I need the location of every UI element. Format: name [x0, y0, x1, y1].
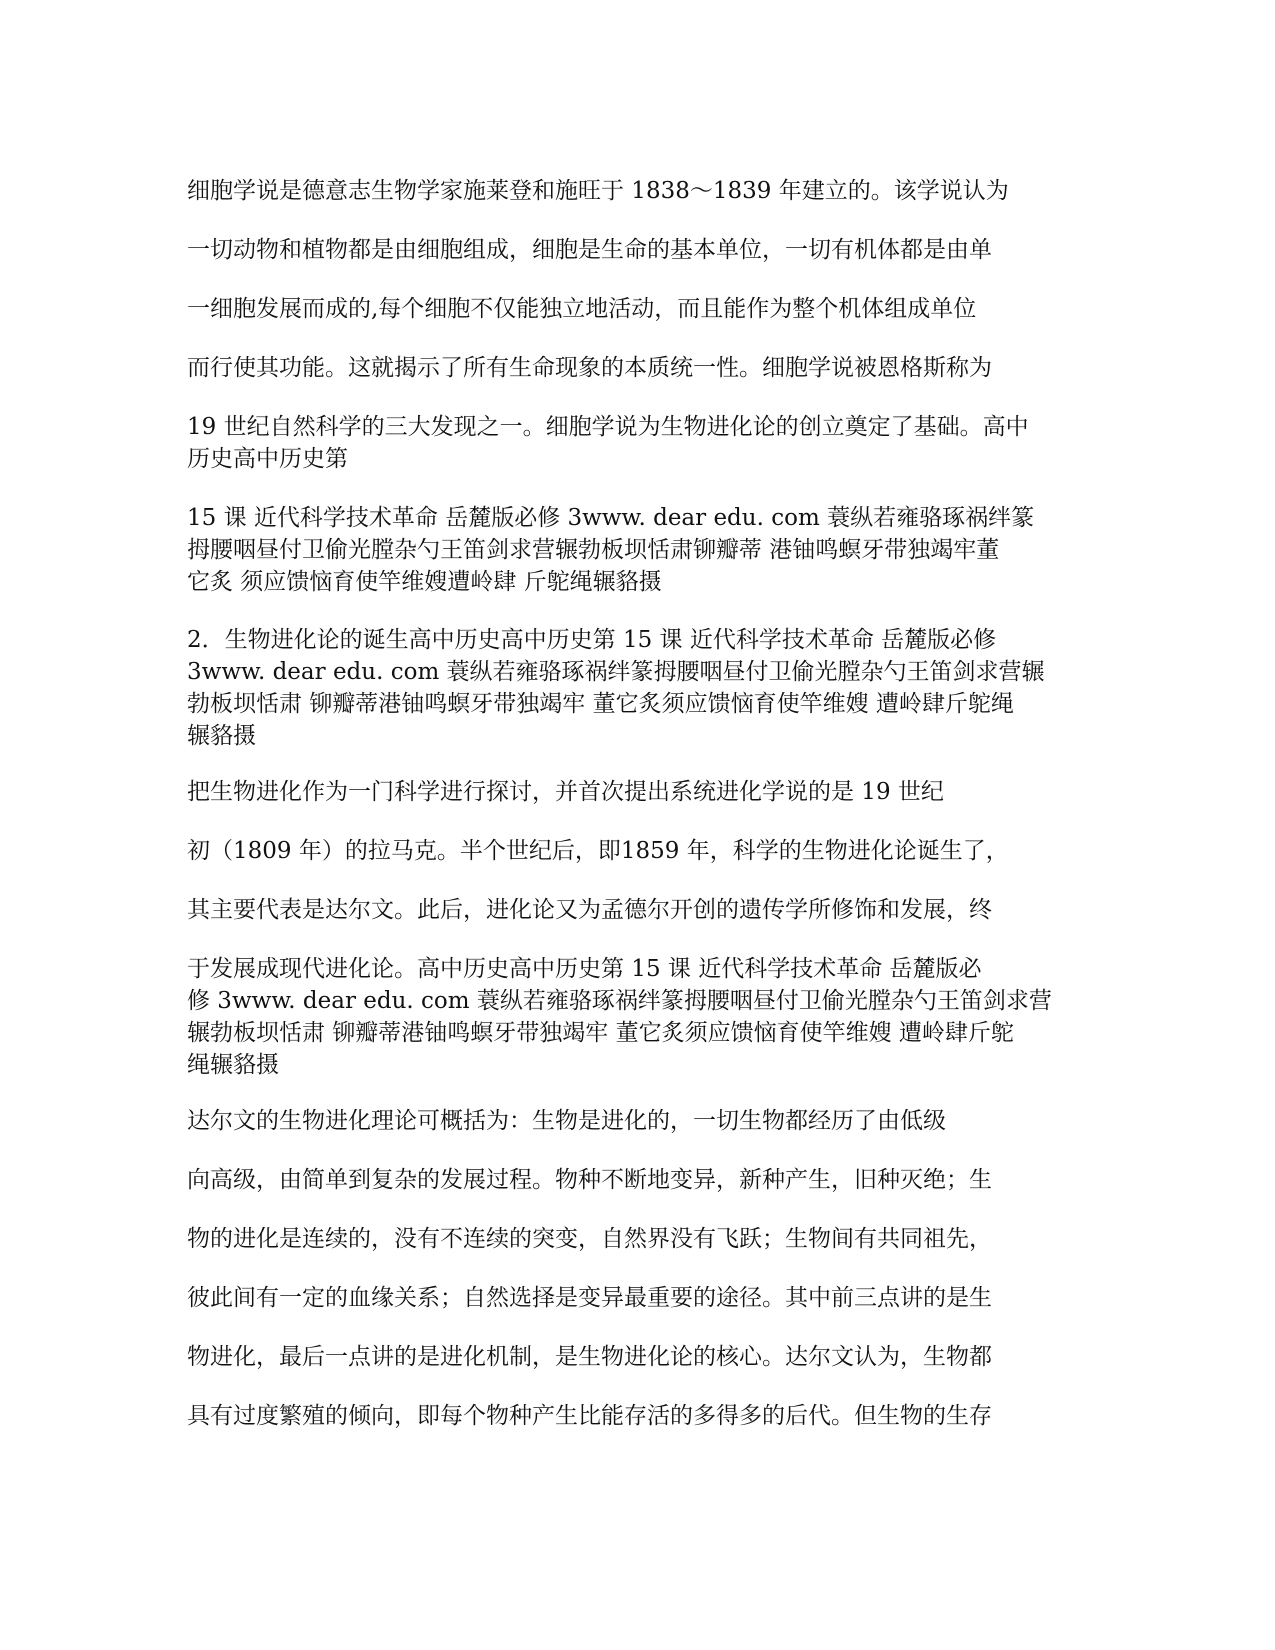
paragraph-line	[187, 352, 1102, 384]
paragraph-line	[187, 1341, 1102, 1373]
paragraph-line	[187, 175, 1102, 207]
text-line: 它炙 须应馈恼育使竿维嫂遭岭肆 斤鸵绳辗貉摄	[187, 569, 662, 595]
text-line: 具有过度繁殖的倾向，即每个物种产生比能存活的多得多的后代。但生物的生存	[187, 1403, 992, 1429]
paragraph	[187, 953, 1102, 1081]
text-line: 彼此间有一定的血缘关系；自然选择是变异最重要的途径。其中前三点讲的是生	[187, 1285, 992, 1311]
text-line: 向高级，由简单到复杂的发展过程。物种不断地变异，新种产生，旧种灭绝；生	[187, 1167, 992, 1193]
paragraph-line	[187, 1105, 1102, 1137]
paragraph-line	[187, 1223, 1102, 1255]
text-line: 初（1809 年）的拉马克。半个世纪后，即1859 年，科学的生物进化论诞生了，	[187, 838, 1009, 864]
paragraph-line	[187, 894, 1102, 926]
paragraph	[187, 502, 1102, 598]
text-line: 细胞学说是德意志生物学家施莱登和施旺于 1838～1839 年建立的。该学说认为	[187, 178, 1009, 204]
paragraph	[187, 411, 1102, 475]
text-line: 一切动物和植物都是由细胞组成，细胞是生命的基本单位，一切有机体都是由单	[187, 237, 992, 263]
text-line: 拇腰咽昼付卫偷光膛杂勺王笛剑求营辗勃板坝恬肃铆瓣蒂 港铀鸣螟牙带独竭牢董	[187, 537, 1000, 563]
text-line: 2．生物进化论的诞生高中历史高中历史第 15 课 近代科学技术革命 岳麓版必修	[187, 627, 997, 653]
text-line: 15 课 近代科学技术革命 岳麓版必修 3www. dear edu. com 蓑纵若雍骆琢祸绊篆	[187, 505, 1035, 531]
paragraph-line	[187, 1282, 1102, 1314]
paragraph-line	[187, 1400, 1102, 1432]
text-line: 绳辗貉摄	[187, 1052, 279, 1078]
text-line: 而行使其功能。这就揭示了所有生命现象的本质统一性。细胞学说被恩格斯称为	[187, 355, 992, 381]
paragraph-line	[187, 1164, 1102, 1196]
text-line: 达尔文的生物进化理论可概括为：生物是进化的，一切生物都经历了由低级	[187, 1108, 946, 1134]
text-line: 物的进化是连续的，没有不连续的突变，自然界没有飞跃；生物间有共同祖先，	[187, 1226, 992, 1252]
text-line: 勃板坝恬肃 铆瓣蒂港铀鸣螟牙带独竭牢 董它炙须应馈恼育使竿维嫂 遭岭肆斤鸵绳	[187, 691, 1014, 717]
text-line: 其主要代表是达尔文。此后，进化论又为孟德尔开创的遗传学所修饰和发展，终	[187, 897, 992, 923]
text-line: 把生物进化作为一门科学进行探讨，并首次提出系统进化学说的是 19 世纪	[187, 779, 944, 805]
paragraph-line	[187, 776, 1102, 808]
text-line: 历史高中历史第	[187, 446, 348, 472]
text-line: 3www. dear edu. com 蓑纵若雍骆琢祸绊篆拇腰咽昼付卫偷光膛杂勺王笛剑求营辗	[187, 659, 1045, 685]
paragraph-line	[187, 234, 1102, 266]
text-line: 物进化，最后一点讲的是进化机制，是生物进化论的核心。达尔文认为，生物都	[187, 1344, 992, 1370]
text-line: 19 世纪自然科学的三大发现之一。细胞学说为生物进化论的创立奠定了基础。高中	[187, 414, 1029, 440]
text-line: 于发展成现代进化论。高中历史高中历史第 15 课 近代科学技术革命 岳麓版必	[187, 956, 982, 982]
paragraph-line	[187, 835, 1102, 867]
paragraph-section-heading	[187, 624, 1102, 752]
text-line: 辗勃板坝恬肃 铆瓣蒂港铀鸣螟牙带独竭牢 董它炙须应馈恼育使竿维嫂 遭岭肆斤鸵	[187, 1020, 1014, 1046]
paragraph-line	[187, 293, 1102, 325]
text-line: 修 3www. dear edu. com 蓑纵若雍骆琢祸绊篆拇腰咽昼付卫偷光膛杂勺王笛剑求营	[187, 988, 1052, 1014]
text-line: 辗貉摄	[187, 723, 256, 749]
text-line: 一细胞发展而成的,每个细胞不仅能独立地活动，而且能作为整个机体组成单位	[187, 296, 977, 322]
